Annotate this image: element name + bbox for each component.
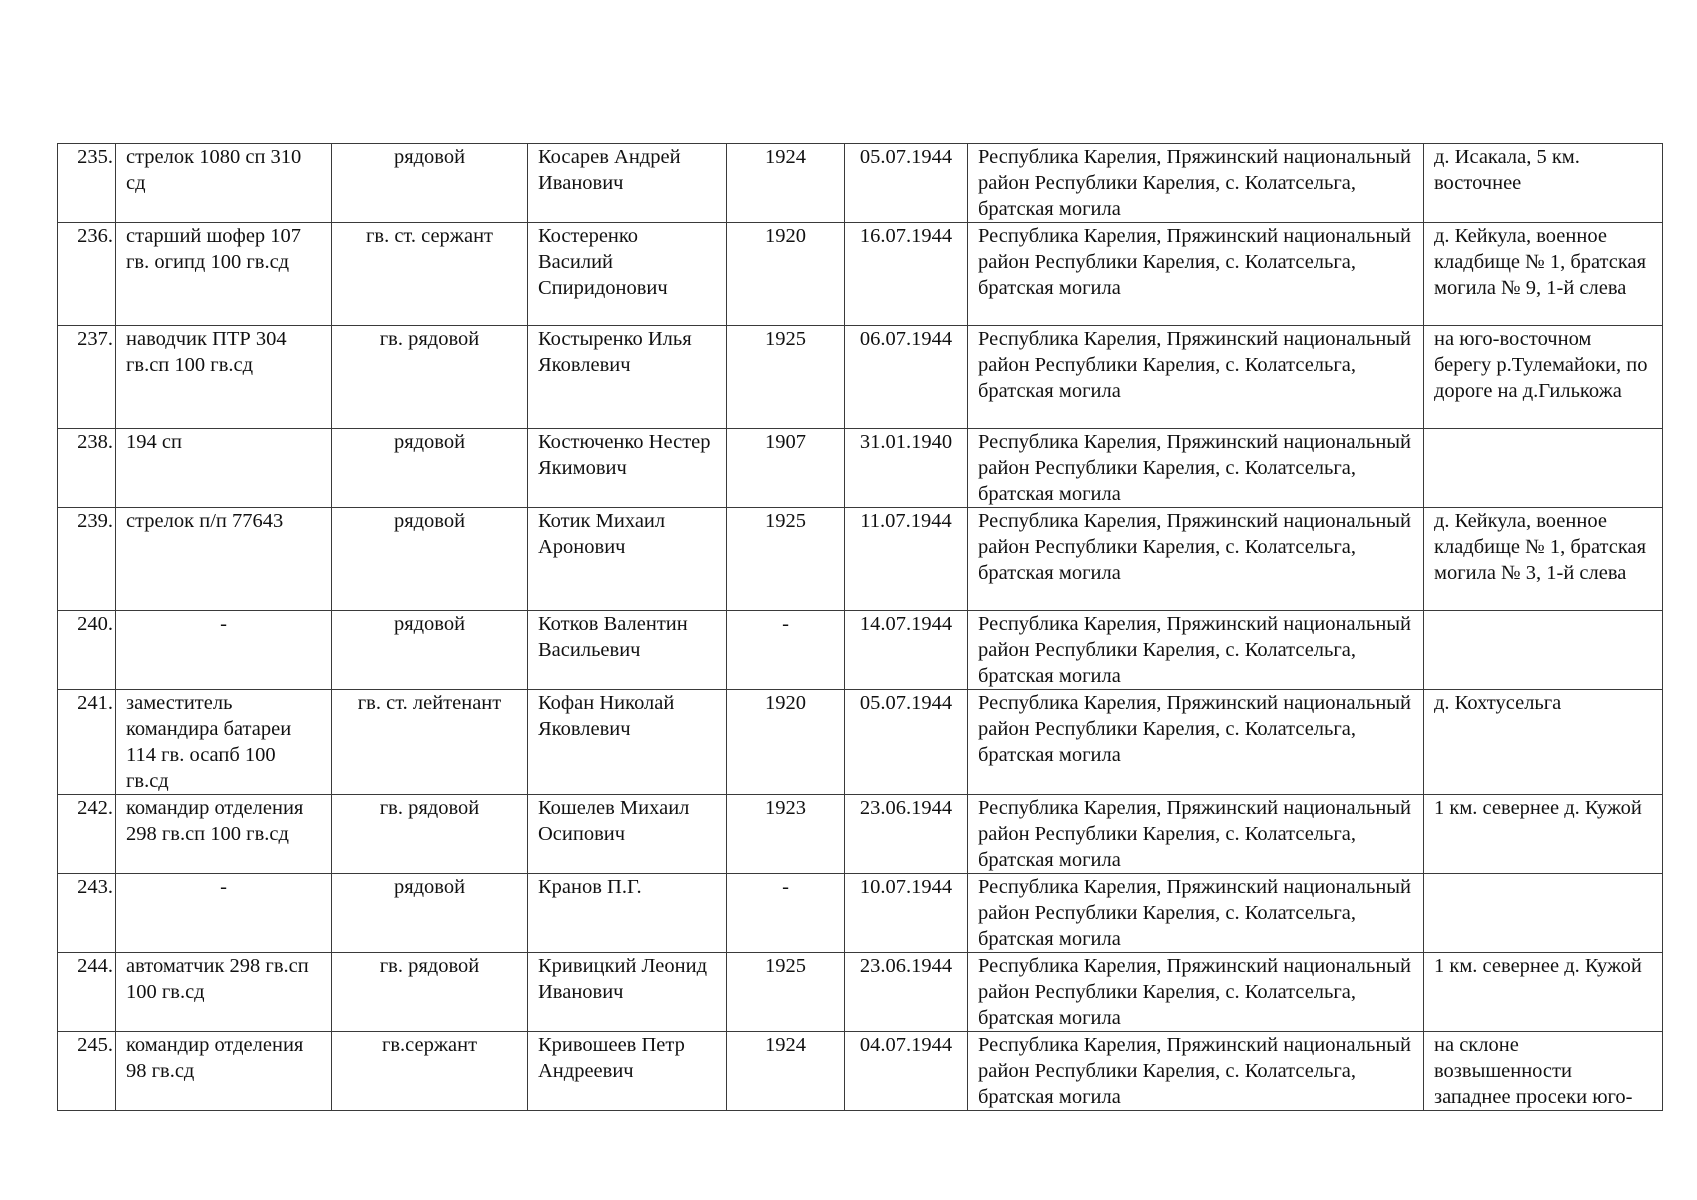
row-number: 236. — [58, 223, 116, 326]
unit-cell: старший шофер 107 гв. огипд 100 гв.сд — [116, 223, 332, 326]
burial-place-cell: Республика Карелия, Пряжинский национальный район Республики Карелия, с. Колатсельга, братская могила — [968, 1032, 1424, 1111]
burial-place-cell: Республика Карелия, Пряжинский национальный район Республики Карелия, с. Колатсельга, братская могила — [968, 429, 1424, 508]
initial-burial-cell: д. Кохтусельга — [1424, 690, 1663, 795]
birth-year-cell: 1925 — [727, 326, 845, 429]
table-row — [58, 795, 1663, 874]
name-cell: Кранов П.Г. — [528, 874, 727, 953]
rank-cell: гв. рядовой — [332, 953, 528, 1032]
rank-cell: гв. рядовой — [332, 795, 528, 874]
table-row — [58, 144, 1663, 223]
table-row — [58, 953, 1663, 1032]
initial-burial-cell: 1 км. севернее д. Кужой — [1424, 795, 1663, 874]
burial-place-cell: Республика Карелия, Пряжинский национальный район Республики Карелия, с. Колатсельга, братская могила — [968, 874, 1424, 953]
death-date-cell: 23.06.1944 — [845, 953, 968, 1032]
rank-cell: рядовой — [332, 429, 528, 508]
name-cell: Кривицкий Леонид Иванович — [528, 953, 727, 1032]
burial-place-cell: Республика Карелия, Пряжинский национальный район Республики Карелия, с. Колатсельга, братская могила — [968, 508, 1424, 611]
unit-cell: автоматчик 298 гв.сп 100 гв.сд — [116, 953, 332, 1032]
name-cell: Кофан Николай Яковлевич — [528, 690, 727, 795]
burial-records-table — [57, 143, 1663, 1111]
initial-burial-cell: д. Исакала, 5 км. восточнее — [1424, 144, 1663, 223]
name-cell: Костыренко Илья Яковлевич — [528, 326, 727, 429]
death-date-cell: 16.07.1944 — [845, 223, 968, 326]
birth-year-cell: 1924 — [727, 1032, 845, 1111]
burial-place-cell: Республика Карелия, Пряжинский национальный район Республики Карелия, с. Колатсельга, братская могила — [968, 953, 1424, 1032]
table-row — [58, 1032, 1663, 1111]
death-date-cell: 31.01.1940 — [845, 429, 968, 508]
table-row — [58, 611, 1663, 690]
death-date-cell: 10.07.1944 — [845, 874, 968, 953]
rank-cell: гв. рядовой — [332, 326, 528, 429]
initial-burial-cell — [1424, 611, 1663, 690]
death-date-cell: 23.06.1944 — [845, 795, 968, 874]
birth-year-cell: 1920 — [727, 690, 845, 795]
table-row — [58, 874, 1663, 953]
rank-cell: гв.сержант — [332, 1032, 528, 1111]
row-number: 238. — [58, 429, 116, 508]
death-date-cell: 05.07.1944 — [845, 690, 968, 795]
table-row — [58, 690, 1663, 795]
row-number: 244. — [58, 953, 116, 1032]
burial-place-cell: Республика Карелия, Пряжинский национальный район Республики Карелия, с. Колатсельга, братская могила — [968, 611, 1424, 690]
row-number: 239. — [58, 508, 116, 611]
table-row — [58, 508, 1663, 611]
unit-cell: стрелок 1080 сп 310 сд — [116, 144, 332, 223]
unit-cell: - — [116, 874, 332, 953]
initial-burial-cell: на склоне возвышенности западнее просеки юго- — [1424, 1032, 1663, 1111]
table-row — [58, 326, 1663, 429]
name-cell: Котик Михаил Аронович — [528, 508, 727, 611]
rank-cell: рядовой — [332, 508, 528, 611]
initial-burial-cell: д. Кейкула, военное кладбище № 1, братская могила № 9, 1-й слева — [1424, 223, 1663, 326]
unit-cell: стрелок п/п 77643 — [116, 508, 332, 611]
row-number: 237. — [58, 326, 116, 429]
row-number: 242. — [58, 795, 116, 874]
birth-year-cell: 1923 — [727, 795, 845, 874]
table-row — [58, 223, 1663, 326]
death-date-cell: 04.07.1944 — [845, 1032, 968, 1111]
row-number: 241. — [58, 690, 116, 795]
unit-cell: - — [116, 611, 332, 690]
birth-year-cell: 1920 — [727, 223, 845, 326]
row-number: 245. — [58, 1032, 116, 1111]
initial-burial-cell — [1424, 874, 1663, 953]
birth-year-cell: - — [727, 611, 845, 690]
unit-cell: наводчик ПТР 304 гв.сп 100 гв.сд — [116, 326, 332, 429]
burial-place-cell: Республика Карелия, Пряжинский национальный район Республики Карелия, с. Колатсельга, братская могила — [968, 795, 1424, 874]
burial-place-cell: Республика Карелия, Пряжинский национальный район Республики Карелия, с. Колатсельга, братская могила — [968, 144, 1424, 223]
rank-cell: рядовой — [332, 611, 528, 690]
rank-cell: рядовой — [332, 144, 528, 223]
rank-cell: гв. ст. лейтенант — [332, 690, 528, 795]
name-cell: Костеренко Василий Спиридонович — [528, 223, 727, 326]
death-date-cell: 05.07.1944 — [845, 144, 968, 223]
burial-place-cell: Республика Карелия, Пряжинский национальный район Республики Карелия, с. Колатсельга, братская могила — [968, 223, 1424, 326]
rank-cell: рядовой — [332, 874, 528, 953]
death-date-cell: 06.07.1944 — [845, 326, 968, 429]
unit-cell: командир отделения 298 гв.сп 100 гв.сд — [116, 795, 332, 874]
row-number: 243. — [58, 874, 116, 953]
row-number: 235. — [58, 144, 116, 223]
birth-year-cell: 1925 — [727, 508, 845, 611]
rank-cell: гв. ст. сержант — [332, 223, 528, 326]
row-number: 240. — [58, 611, 116, 690]
initial-burial-cell — [1424, 429, 1663, 508]
initial-burial-cell: на юго-восточном берегу р.Тулемайоки, по дороге на д.Гилькожа — [1424, 326, 1663, 429]
name-cell: Кошелев Михаил Осипович — [528, 795, 727, 874]
initial-burial-cell: д. Кейкула, военное кладбище № 1, братская могила № 3, 1-й слева — [1424, 508, 1663, 611]
unit-cell: заместитель командира батареи 114 гв. осапб 100 гв.сд — [116, 690, 332, 795]
birth-year-cell: - — [727, 874, 845, 953]
name-cell: Костюченко Нестер Якимович — [528, 429, 727, 508]
name-cell: Котков Валентин Васильевич — [528, 611, 727, 690]
table-row — [58, 429, 1663, 508]
name-cell: Кривошеев Петр Андреевич — [528, 1032, 727, 1111]
birth-year-cell: 1925 — [727, 953, 845, 1032]
death-date-cell: 14.07.1944 — [845, 611, 968, 690]
birth-year-cell: 1907 — [727, 429, 845, 508]
unit-cell: командир отделения 98 гв.сд — [116, 1032, 332, 1111]
burial-place-cell: Республика Карелия, Пряжинский национальный район Республики Карелия, с. Колатсельга, братская могила — [968, 326, 1424, 429]
death-date-cell: 11.07.1944 — [845, 508, 968, 611]
burial-place-cell: Республика Карелия, Пряжинский национальный район Республики Карелия, с. Колатсельга, братская могила — [968, 690, 1424, 795]
unit-cell: 194 сп — [116, 429, 332, 508]
initial-burial-cell: 1 км. севернее д. Кужой — [1424, 953, 1663, 1032]
name-cell: Косарев Андрей Иванович — [528, 144, 727, 223]
birth-year-cell: 1924 — [727, 144, 845, 223]
